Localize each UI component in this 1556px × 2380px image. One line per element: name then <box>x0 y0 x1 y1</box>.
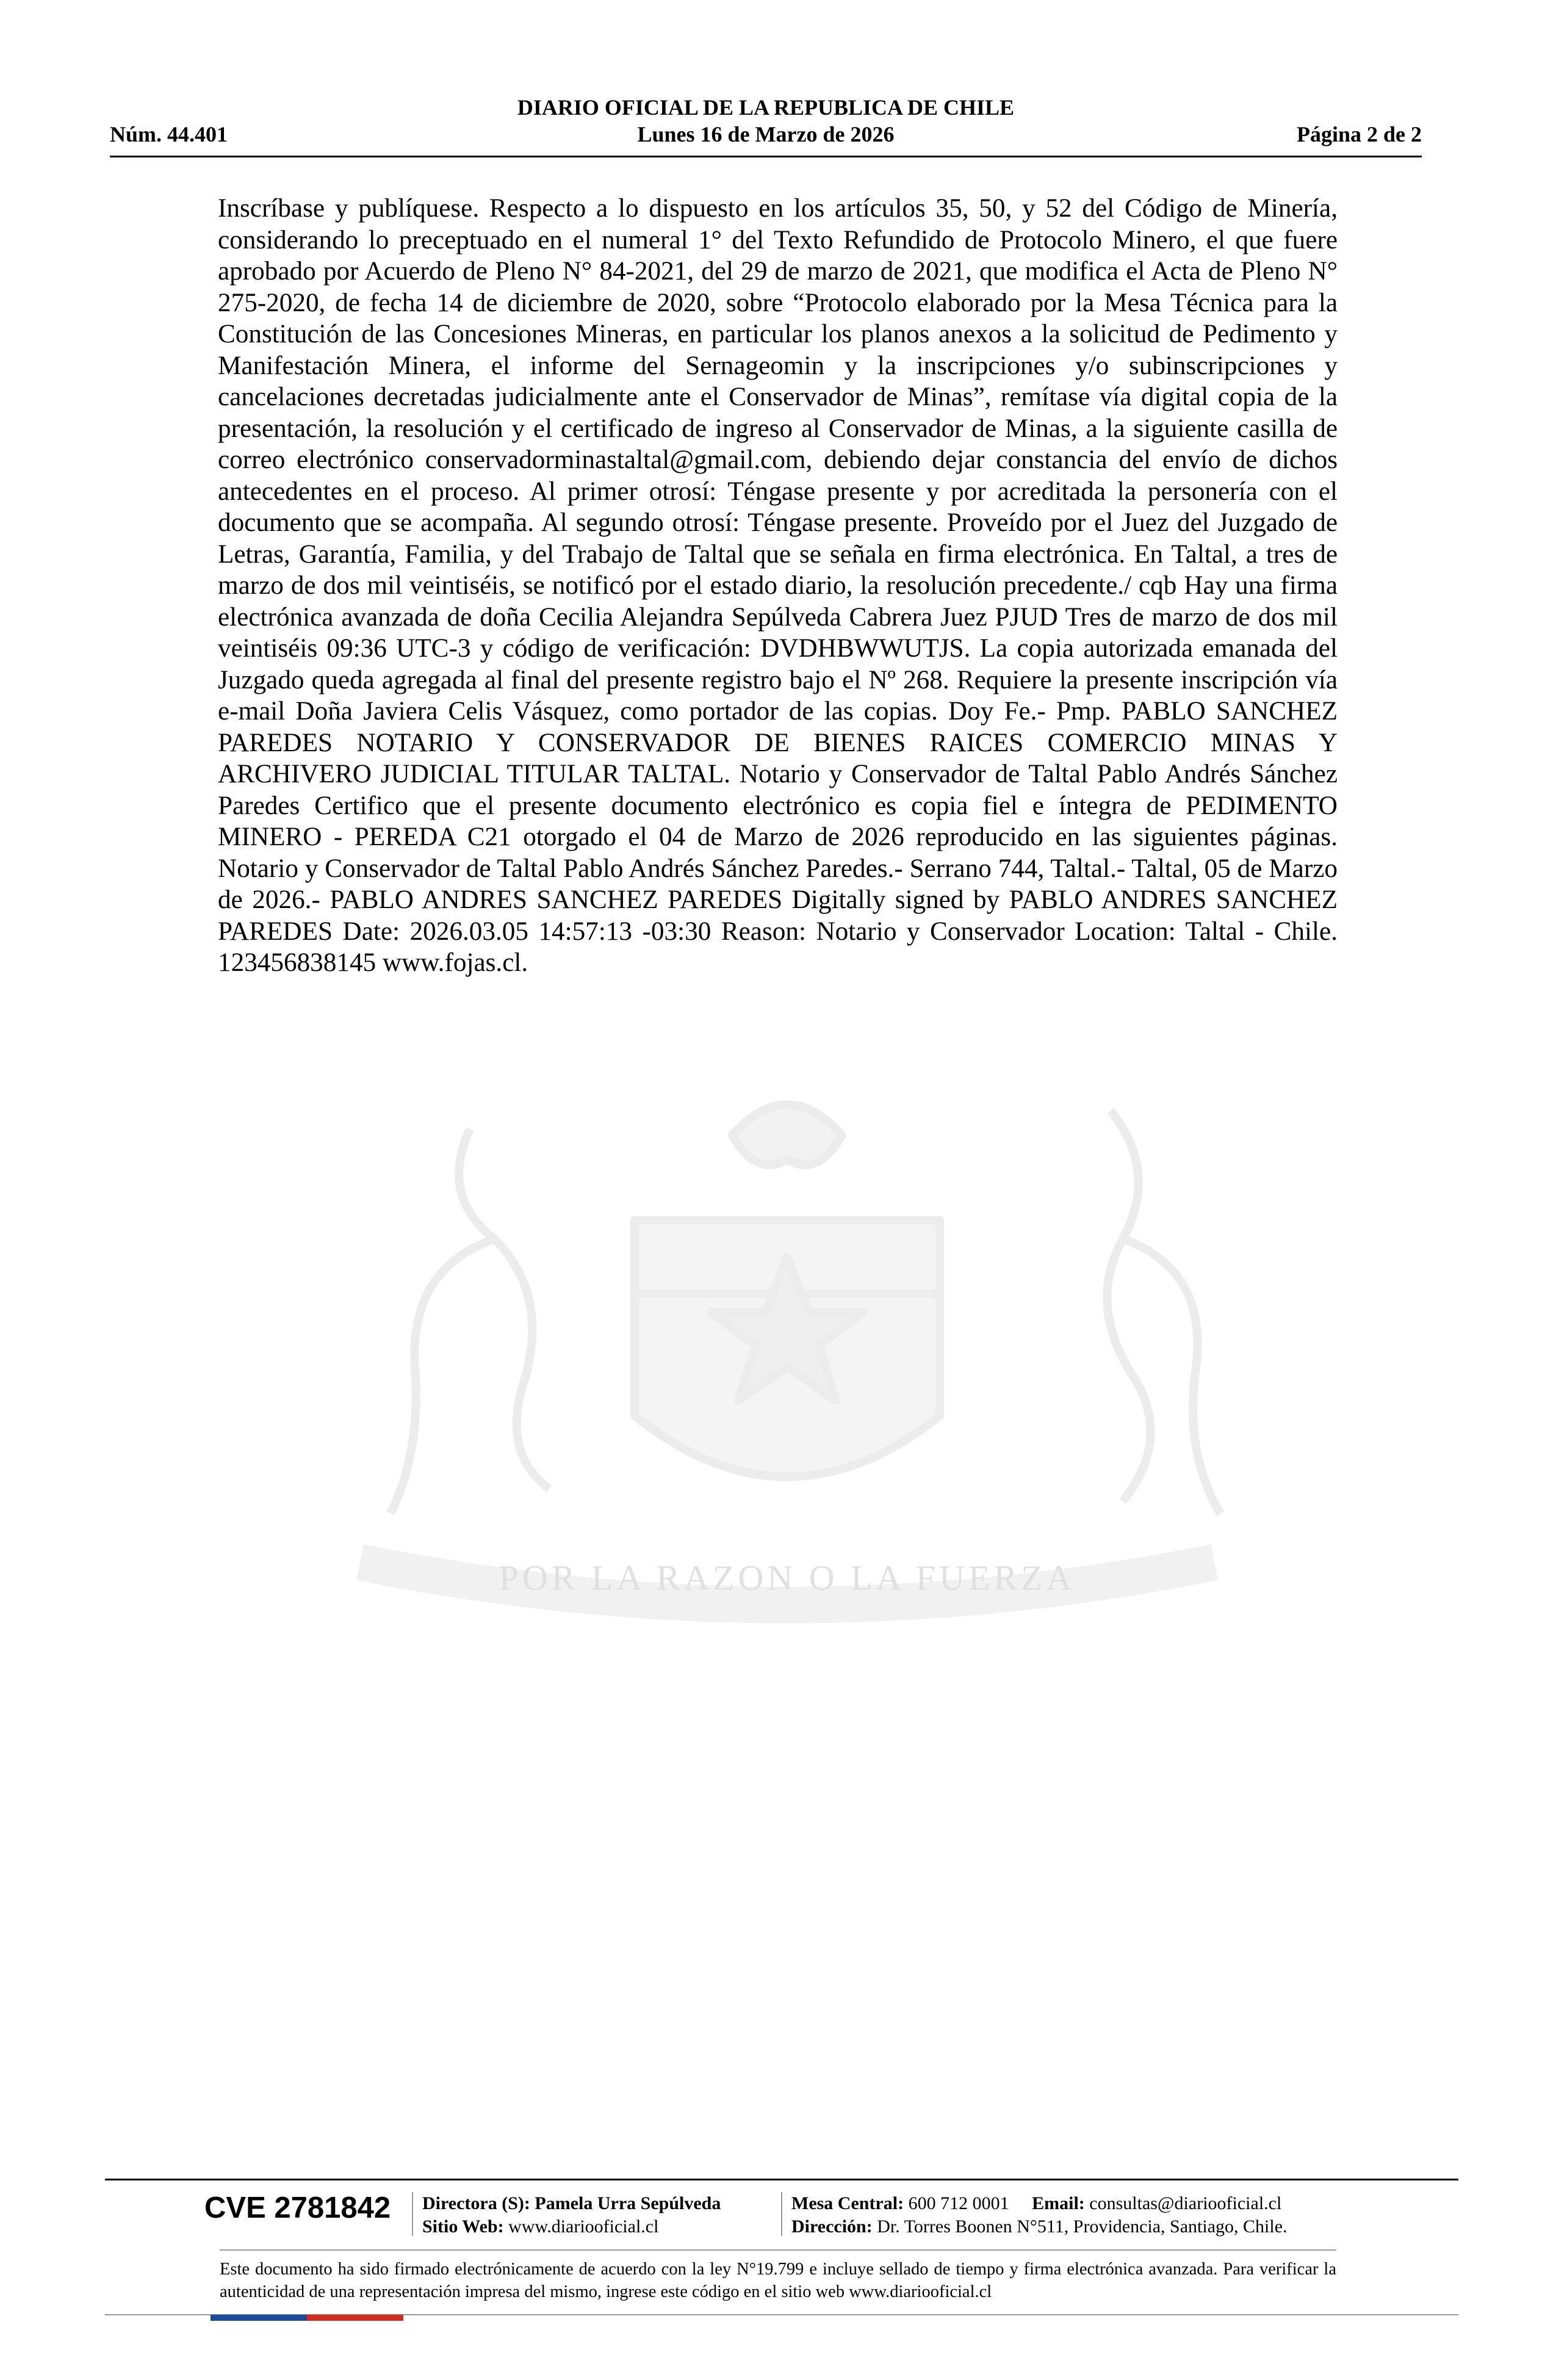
phone-number: 600 712 0001 <box>908 2193 1009 2213</box>
director-name: Pamela Urra Sepúlveda <box>535 2193 721 2213</box>
coat-of-arms-motto: POR LA RAZON O LA FUERZA <box>499 1558 1076 1598</box>
director-line <box>422 2192 721 2215</box>
website-label: Sitio Web: <box>422 2216 504 2237</box>
footer-divider-mid <box>220 2249 1336 2251</box>
footer-divider-top <box>105 2179 1458 2180</box>
legal-notice: Este documento ha sido firmado electrónicamente de acuerdo con la ley N°19.799 e incluye sellado de tiempo y firma electrónica avanzada. Para verificar la autenticidad de una representación impresa del mismo, ingrese este código en el sitio web www.diariooficial.cl <box>220 2260 1336 2301</box>
newspaper-title: DIARIO OFICIAL DE LA REPUBLICA DE CHILE <box>517 95 1015 120</box>
address-label: Dirección: <box>791 2216 873 2237</box>
email-link[interactable]: consultas@diariooficial.cl <box>1089 2193 1282 2213</box>
issue-number: Núm. 44.401 <box>110 122 228 146</box>
cve-code: CVE 2781842 <box>204 2191 391 2224</box>
header-divider <box>110 156 1422 157</box>
flag-stripe-red <box>307 2315 403 2321</box>
website-line <box>422 2215 721 2238</box>
address-line <box>791 2215 1288 2238</box>
footer-separator-2 <box>781 2192 782 2236</box>
footer-separator <box>412 2192 413 2236</box>
director-label: Directora (S): <box>422 2193 530 2213</box>
address-value: Dr. Torres Boonen N°511, Providencia, Santiago, Chile. <box>877 2216 1288 2237</box>
footer-contact-right <box>791 2192 1288 2238</box>
website-link[interactable]: www.diariooficial.cl <box>508 2216 659 2237</box>
email-label: Email: <box>1032 2193 1085 2213</box>
flag-stripe-blue <box>211 2315 307 2321</box>
coat-of-arms-watermark <box>207 1037 1367 1678</box>
page-number: Página 2 de 2 <box>1296 122 1422 146</box>
footer-contact-left <box>422 2192 721 2238</box>
page-header <box>110 95 1422 156</box>
phone-label: Mesa Central: <box>791 2193 904 2213</box>
document-body: Inscríbase y publíquese. Respecto a lo dispuesto en los artículos 35, 50, y 52 del Código de Minería, considerando lo preceptuado en el numeral 1° del Texto Refundido de Protocolo Minero, el que fuere aprobado por Acuerdo de Pleno N° 84-2021, del 29 de marzo de 2021, que modifica el Acta de Pleno N° 275-2020, de fecha 14 de diciembre de 2020, sobre “Protocolo elaborado por la Mesa Técnica para la Constitución de las Concesiones Mineras, en particular los planos anexos a la solicitud de Pedimento y Manifestación Minera, el informe del Sernageomin y la inscripciones y/o subinscripciones y cancelaciones decretadas judicialmente ante el Conservador de Minas”, remítase vía digital copia de la presentación, la resolución y el certificado de ingreso al Conservador de Minas, a la siguiente casilla de correo electrónico conservadorminastaltal@gmail.com, debiendo dejar constancia del envío de dichos antecedentes en el proceso. Al primer otrosí: Téngase presente y por acreditada la personería con el documento que se acompaña. Al segundo otrosí: Téngase presente. Proveído por el Juez del Juzgado de Letras, Garantía, Familia, y del Trabajo de Taltal que se señala en firma electrónica. En Taltal, a tres de marzo de dos mil veintiséis, se notificó por el estado diario, la resolución precedente./ cqb Hay una firma electrónica avanzada de doña Cecilia Alejandra Sepúlveda Cabrera Juez PJUD Tres de marzo de dos mil veintiséis 09:36 UTC-3 y código de verificación: DVDHBWWUTJS. La copia autorizada emanada del Juzgado queda agregada al final del presente registro bajo el Nº 268. Requiere la presente inscripción vía e-mail Doña Javiera Celis Vásquez, como portador de las copias. Doy Fe.- Pmp. PABLO SANCHEZ PAREDES NOTARIO Y CONSERVADOR DE BIENES RAICES COMERCIO MINAS Y ARCHIVERO JUDICIAL TITULAR TALTAL. Notario y Conservador de Taltal Pablo Andrés Sánchez Paredes Certifico que el presente documento electrónico es copia fiel e íntegra de PEDIMENTO MINERO - PEREDA C21 otorgado el 04 de Marzo de 2026 reproducido en las siguientes páginas. Notario y Conservador de Taltal Pablo Andrés Sánchez Paredes.- Serrano 744, Taltal.- Taltal, 05 de Marzo de 2026.- PABLO ANDRES SANCHEZ PAREDES Digitally signed by PABLO ANDRES SANCHEZ PAREDES Date: 2026.03.05 14:57:13 -03:30 Reason: Notario y Conservador Location: Taltal - Chile. 123456838145 www.fojas.cl. <box>218 194 1338 977</box>
issue-date: Lunes 16 de Marzo de 2026 <box>637 122 895 146</box>
phone-email-line <box>791 2192 1288 2215</box>
